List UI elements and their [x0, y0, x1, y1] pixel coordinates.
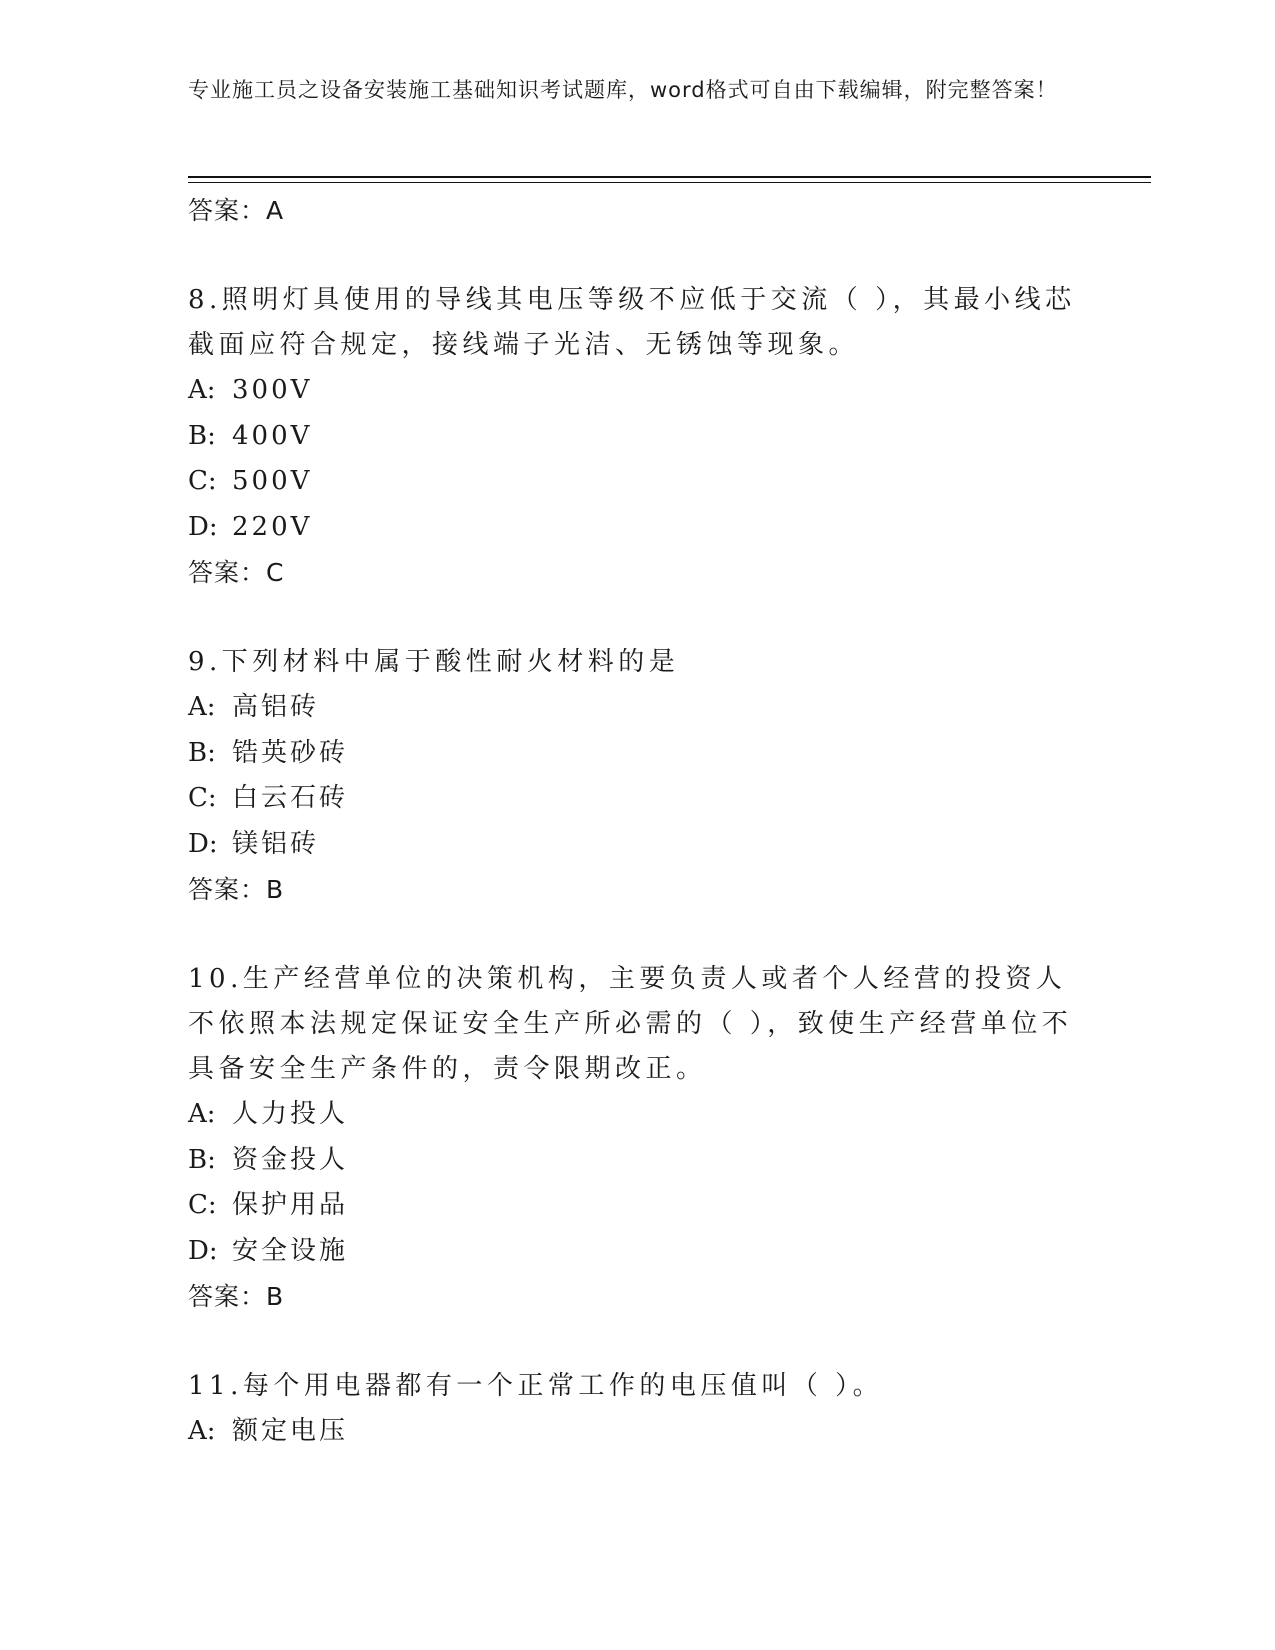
- option-b: [188, 414, 1088, 460]
- answer-line: 答案：A: [188, 196, 285, 225]
- option-text: 白云石砖: [232, 783, 349, 813]
- question-text: 8.照明灯具使用的导线其电压等级不应低于交流（ ），其最小线芯截面应符合规定，接线端子光洁、无锈蚀等现象。: [188, 285, 1076, 360]
- question-text: 11.每个用电器都有一个正常工作的电压值叫（ ）。: [188, 1371, 884, 1401]
- option-text: 500V: [232, 466, 313, 496]
- option-c: [188, 1183, 1088, 1229]
- option-letter: A:: [188, 692, 216, 722]
- option-letter: C:: [188, 466, 217, 496]
- option-a: [188, 1092, 1088, 1138]
- option-text: 资金投人: [232, 1144, 349, 1175]
- option-d: [188, 822, 1088, 868]
- option-a: [188, 1409, 1088, 1455]
- option-letter: D:: [188, 828, 218, 859]
- option-letter: D:: [188, 1235, 218, 1266]
- header-rule-thick: [188, 176, 1151, 178]
- option-text: 镁铝砖: [232, 828, 320, 859]
- question-11: [188, 1364, 1088, 1455]
- option-letter: B:: [188, 1144, 216, 1175]
- option-letter: B:: [188, 420, 216, 451]
- option-d: [188, 505, 1088, 551]
- answer-line: 答案：B: [188, 1282, 285, 1311]
- question-10: [188, 957, 1088, 1320]
- option-b: [188, 1138, 1088, 1184]
- header-rule-thin: [188, 182, 1151, 183]
- option-letter: A:: [188, 375, 216, 405]
- option-c: [188, 459, 1088, 505]
- answer-line: 答案：B: [188, 875, 285, 904]
- option-letter: B:: [188, 737, 216, 768]
- option-text: 高铝砖: [232, 692, 320, 722]
- question-text: 9.下列材料中属于酸性耐火材料的是: [188, 647, 680, 677]
- question-list: [188, 188, 1088, 1455]
- option-text: 保护用品: [232, 1190, 349, 1220]
- option-d: [188, 1229, 1088, 1275]
- option-text: 220V: [232, 511, 313, 542]
- option-text: 300V: [232, 375, 313, 405]
- question-text: 10.生产经营单位的决策机构，主要负责人或者个人经营的投资人不依照本法规定保证安全生产所必需的（ ），致使生产经营单位不具备安全生产条件的，责令限期改正。: [188, 964, 1073, 1084]
- option-text: 额定电压: [232, 1416, 349, 1446]
- option-letter: A:: [188, 1099, 216, 1129]
- option-text: 人力投人: [232, 1099, 349, 1129]
- option-text: 400V: [232, 420, 313, 451]
- option-b: [188, 731, 1088, 777]
- option-a: [188, 368, 1088, 414]
- option-letter: C:: [188, 783, 217, 813]
- option-text: 锆英砂砖: [232, 737, 349, 768]
- question-9: [188, 640, 1088, 913]
- document-header: 专业施工员之设备安装施工基础知识考试题库，word格式可自由下载编辑，附完整答案！: [188, 78, 1058, 102]
- answer-line: 答案：C: [188, 558, 285, 587]
- option-text: 安全设施: [232, 1235, 349, 1266]
- option-a: [188, 685, 1088, 731]
- question-8: [188, 278, 1088, 596]
- option-letter: A:: [188, 1416, 216, 1446]
- option-c: [188, 776, 1088, 822]
- option-letter: C:: [188, 1190, 217, 1220]
- option-letter: D:: [188, 511, 218, 542]
